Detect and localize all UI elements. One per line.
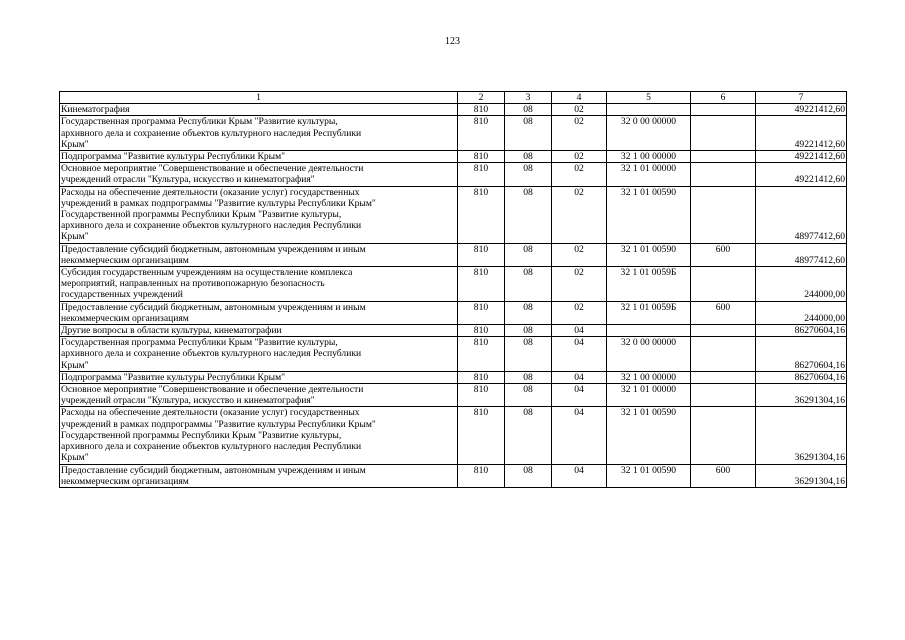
row-name: Расходы на обеспечение деятельности (оказание услуг) государственных учреждений в рамках подпрограммы "Развитие культуры Республики Крым" Государственной программы Республики Крым "Развитие культуры, архивного дела и сохранение объектов культурного наследия Республики Крым" <box>60 407 458 464</box>
row-name: Предоставление субсидий бюджетным, автономным учреждениям и иным некоммерческим организациям <box>60 301 458 324</box>
table-row <box>60 407 847 464</box>
row-code-4: 04 <box>552 464 607 487</box>
row-code-2: 810 <box>458 243 505 266</box>
row-name: Подпрограмма "Развитие культуры Республики Крым" <box>60 151 458 163</box>
column-header: 7 <box>756 92 847 104</box>
row-code-5: 32 1 01 00590 <box>607 243 691 266</box>
row-code-5: 32 1 01 0059Б <box>607 301 691 324</box>
row-code-5: 32 1 01 0059Б <box>607 267 691 302</box>
row-code-2: 810 <box>458 464 505 487</box>
row-code-4: 02 <box>552 186 607 243</box>
table-row <box>60 464 847 487</box>
row-code-3: 08 <box>505 104 552 116</box>
row-code-6 <box>691 151 756 163</box>
row-amount: 48977412,60 <box>756 186 847 243</box>
row-amount: 48977412,60 <box>756 243 847 266</box>
row-code-6 <box>691 325 756 337</box>
row-code-4: 04 <box>552 337 607 372</box>
row-code-6 <box>691 186 756 243</box>
row-amount: 49221412,60 <box>756 116 847 151</box>
row-code-5: 32 0 00 00000 <box>607 337 691 372</box>
table-header-row <box>60 92 847 104</box>
table-row <box>60 371 847 383</box>
row-code-3: 08 <box>505 267 552 302</box>
row-name: Расходы на обеспечение деятельности (оказание услуг) государственных учреждений в рамках подпрограммы "Развитие культуры Республики Крым" Государственной программы Республики Крым "Развитие культуры, архивного дела и сохранение объектов культурного наследия Республики Крым" <box>60 186 458 243</box>
row-code-4: 04 <box>552 325 607 337</box>
table-row <box>60 116 847 151</box>
row-code-5: 32 1 01 00590 <box>607 186 691 243</box>
row-code-5 <box>607 104 691 116</box>
row-code-3: 08 <box>505 371 552 383</box>
row-code-6 <box>691 104 756 116</box>
row-code-3: 08 <box>505 301 552 324</box>
row-code-4: 02 <box>552 104 607 116</box>
row-code-5: 32 1 01 00000 <box>607 163 691 186</box>
table-row <box>60 337 847 372</box>
table-row <box>60 325 847 337</box>
column-header: 5 <box>607 92 691 104</box>
row-amount: 244000,00 <box>756 267 847 302</box>
row-code-6 <box>691 407 756 464</box>
row-amount: 36291304,16 <box>756 464 847 487</box>
table-row <box>60 186 847 243</box>
table-row <box>60 384 847 407</box>
row-name: Государственная программа Республики Крым "Развитие культуры, архивного дела и сохранение объектов культурного наследия Республики Крым" <box>60 337 458 372</box>
row-code-3: 08 <box>505 464 552 487</box>
row-amount: 49221412,60 <box>756 151 847 163</box>
row-code-2: 810 <box>458 267 505 302</box>
row-name: Предоставление субсидий бюджетным, автономным учреждениям и иным некоммерческим организациям <box>60 243 458 266</box>
row-code-4: 02 <box>552 243 607 266</box>
row-code-4: 02 <box>552 116 607 151</box>
row-code-2: 810 <box>458 337 505 372</box>
row-code-2: 810 <box>458 325 505 337</box>
row-code-3: 08 <box>505 243 552 266</box>
table-row <box>60 243 847 266</box>
row-code-3: 08 <box>505 163 552 186</box>
row-code-2: 810 <box>458 301 505 324</box>
row-name: Основное мероприятие "Совершенствование и обеспечение деятельности учреждений отрасли "Культура, искусство и кинематография" <box>60 384 458 407</box>
row-code-6 <box>691 337 756 372</box>
column-header: 3 <box>505 92 552 104</box>
row-code-6 <box>691 267 756 302</box>
row-code-6: 600 <box>691 464 756 487</box>
page-number: 123 <box>445 36 460 47</box>
row-code-3: 08 <box>505 116 552 151</box>
row-code-2: 810 <box>458 186 505 243</box>
row-code-5: 32 1 00 00000 <box>607 151 691 163</box>
row-amount: 86270604,16 <box>756 337 847 372</box>
row-code-3: 08 <box>505 384 552 407</box>
row-amount: 86270604,16 <box>756 371 847 383</box>
row-code-6 <box>691 371 756 383</box>
row-code-2: 810 <box>458 116 505 151</box>
row-code-6 <box>691 163 756 186</box>
row-code-3: 08 <box>505 325 552 337</box>
row-code-2: 810 <box>458 371 505 383</box>
row-code-6: 600 <box>691 301 756 324</box>
row-code-6 <box>691 116 756 151</box>
row-code-4: 02 <box>552 267 607 302</box>
row-code-2: 810 <box>458 407 505 464</box>
column-header: 4 <box>552 92 607 104</box>
row-amount: 49221412,60 <box>756 163 847 186</box>
row-code-5: 32 1 01 00000 <box>607 384 691 407</box>
column-header: 2 <box>458 92 505 104</box>
row-code-4: 02 <box>552 301 607 324</box>
row-code-3: 08 <box>505 151 552 163</box>
row-code-2: 810 <box>458 163 505 186</box>
row-amount: 86270604,16 <box>756 325 847 337</box>
row-name: Субсидия государственным учреждениям на осуществление комплекса мероприятий, направленных на противопожарную безопасность государственных учреждений <box>60 267 458 302</box>
row-code-4: 04 <box>552 371 607 383</box>
row-code-5 <box>607 325 691 337</box>
row-code-3: 08 <box>505 407 552 464</box>
row-code-3: 08 <box>505 186 552 243</box>
row-code-2: 810 <box>458 151 505 163</box>
row-code-6 <box>691 384 756 407</box>
row-code-5: 32 1 01 00590 <box>607 464 691 487</box>
column-header: 1 <box>60 92 458 104</box>
row-code-4: 04 <box>552 407 607 464</box>
row-name: Другие вопросы в области культуры, кинематографии <box>60 325 458 337</box>
row-name: Государственная программа Республики Крым "Развитие культуры, архивного дела и сохранение объектов культурного наследия Республики Крым" <box>60 116 458 151</box>
row-amount: 36291304,16 <box>756 407 847 464</box>
row-amount: 49221412,60 <box>756 104 847 116</box>
table-row <box>60 267 847 302</box>
row-name: Предоставление субсидий бюджетным, автономным учреждениям и иным некоммерческим организациям <box>60 464 458 487</box>
row-code-3: 08 <box>505 337 552 372</box>
row-name: Кинематография <box>60 104 458 116</box>
row-code-2: 810 <box>458 384 505 407</box>
budget-table <box>59 91 847 488</box>
row-code-4: 02 <box>552 151 607 163</box>
table-row <box>60 301 847 324</box>
row-code-6: 600 <box>691 243 756 266</box>
row-code-4: 02 <box>552 163 607 186</box>
row-code-5: 32 0 00 00000 <box>607 116 691 151</box>
column-header: 6 <box>691 92 756 104</box>
table-row <box>60 163 847 186</box>
row-code-5: 32 1 00 00000 <box>607 371 691 383</box>
row-amount: 244000,00 <box>756 301 847 324</box>
table-row <box>60 104 847 116</box>
row-code-5: 32 1 01 00590 <box>607 407 691 464</box>
table-row <box>60 151 847 163</box>
row-amount: 36291304,16 <box>756 384 847 407</box>
row-code-4: 04 <box>552 384 607 407</box>
row-code-2: 810 <box>458 104 505 116</box>
row-name: Подпрограмма "Развитие культуры Республики Крым" <box>60 371 458 383</box>
row-name: Основное мероприятие "Совершенствование и обеспечение деятельности учреждений отрасли "Культура, искусство и кинематография" <box>60 163 458 186</box>
